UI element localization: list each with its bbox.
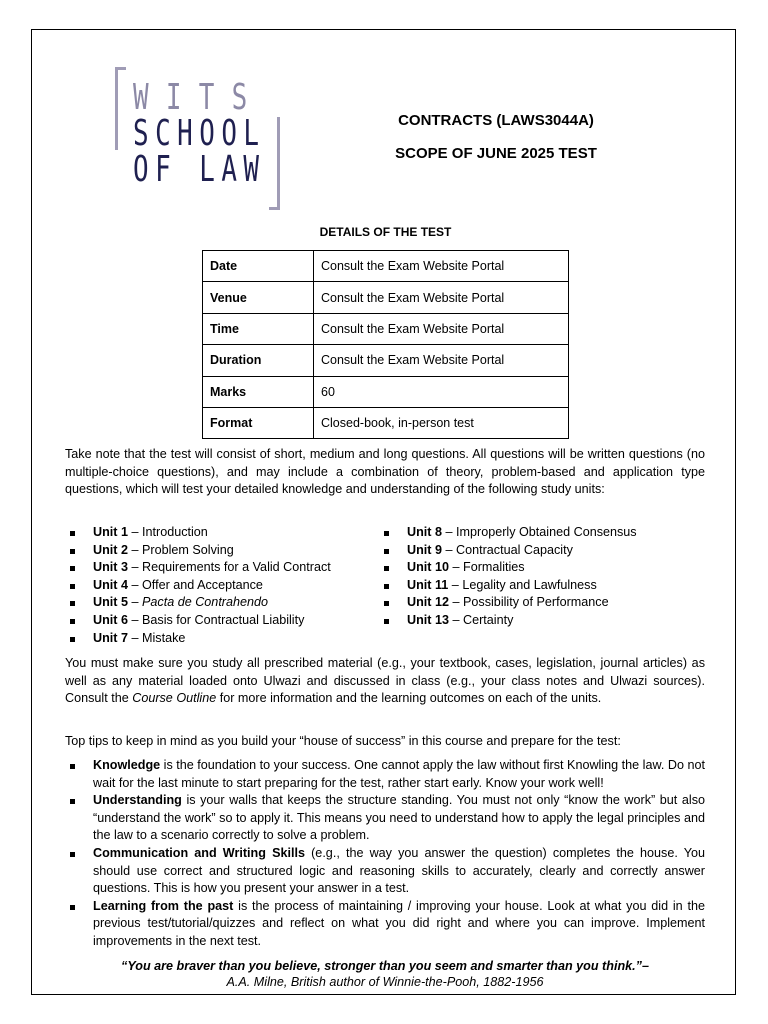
bullet-icon bbox=[70, 566, 75, 571]
list-item: Unit 6 – Basis for Contractual Liability bbox=[70, 612, 370, 630]
list-item: Unit 12 – Possibility of Performance bbox=[384, 594, 704, 612]
detail-value: 60 bbox=[314, 376, 569, 407]
unit-title: Certainty bbox=[463, 612, 514, 627]
table-row bbox=[203, 376, 569, 407]
units-list-left bbox=[70, 524, 370, 647]
list-item: Unit 1 – Introduction bbox=[70, 524, 370, 542]
detail-value: Consult the Exam Website Portal bbox=[314, 282, 569, 313]
list-item: Unit 2 – Problem Solving bbox=[70, 542, 370, 560]
unit-number: Unit 9 bbox=[407, 542, 442, 557]
list-item bbox=[70, 757, 705, 792]
course-title: CONTRACTS (LAWS3044A) bbox=[398, 112, 594, 129]
bullet-icon bbox=[70, 584, 75, 589]
study-text-after: for more information and the learning outcomes on each of the units. bbox=[216, 691, 602, 706]
bullet-icon bbox=[70, 601, 75, 606]
list-item: Unit 4 – Offer and Acceptance bbox=[70, 577, 370, 595]
list-item bbox=[70, 792, 705, 845]
list-item bbox=[70, 845, 705, 898]
tip-text: is your walls that keeps the structure standing. You must not only “know the work” but also “understand the work” so to apply it. This means you need to understand how to apply the legal principles and the law to a scenario correctly to solve a problem. bbox=[93, 793, 705, 843]
unit-number: Unit 5 bbox=[93, 595, 128, 610]
detail-value: Closed-book, in-person test bbox=[314, 407, 569, 438]
course-outline-ref: Course Outline bbox=[132, 691, 217, 706]
bullet-icon bbox=[384, 531, 389, 536]
unit-title: Formalities bbox=[463, 560, 525, 575]
table-row bbox=[203, 313, 569, 344]
tip-lead: Learning from the past bbox=[93, 898, 234, 913]
study-paragraph bbox=[65, 655, 705, 708]
bullet-icon bbox=[384, 549, 389, 554]
tip-lead: Knowledge bbox=[93, 758, 161, 772]
detail-value: Consult the Exam Website Portal bbox=[314, 345, 569, 376]
bullet-icon bbox=[70, 764, 75, 769]
unit-title: Requirements for a Valid Contract bbox=[142, 560, 331, 575]
unit-title: Legality and Lawfulness bbox=[462, 577, 597, 592]
unit-title: Basis for Contractual Liability bbox=[142, 612, 305, 627]
bullet-icon bbox=[70, 549, 75, 554]
bullet-icon bbox=[70, 637, 75, 642]
tip-text: is the foundation to your success. One cannot apply the law without first Knowling the law. Do not wait for the last minute to start preparing for the test, rather start early. Know your work well! bbox=[93, 758, 705, 790]
quote-author: A.A. Milne, British author of Winnie-the-Pooh, 1882-1956 bbox=[226, 975, 544, 989]
list-item: Unit 3 – Requirements for a Valid Contract bbox=[70, 559, 370, 577]
details-heading: DETAILS OF THE TEST bbox=[319, 225, 452, 239]
list-item: Unit 7 – Mistake bbox=[70, 630, 370, 648]
tip-text: (e.g., the way you answer the question) completes the house. You should use correct and structured logic and reasoning skills to accurately, clearly and correctly answer questions. This is how you present your answer in a test. bbox=[93, 845, 705, 896]
unit-number: Unit 2 bbox=[93, 542, 128, 557]
table-row bbox=[203, 345, 569, 376]
unit-title: Introduction bbox=[142, 525, 208, 539]
bullet-icon bbox=[70, 531, 75, 536]
tip-lead: Communication and Writing Skills bbox=[93, 845, 305, 860]
logo-line-2: SCHOOL bbox=[133, 113, 266, 154]
bullet-icon bbox=[70, 619, 75, 624]
unit-number: Unit 12 bbox=[407, 595, 449, 610]
detail-key: Format bbox=[203, 407, 314, 438]
unit-number: Unit 4 bbox=[93, 577, 128, 592]
detail-value: Consult the Exam Website Portal bbox=[314, 313, 569, 344]
intro-paragraph: Take note that the test will consist of short, medium and long questions. All questions will be written questions (no multiple-choice questions), and may include a combination of theory, problem-based and application type questions, which will test your detailed knowledge and understanding of the following study units: bbox=[65, 447, 705, 497]
detail-key: Date bbox=[203, 251, 314, 282]
logo-line-3: OF LAW bbox=[133, 149, 266, 190]
test-details-table bbox=[202, 250, 569, 439]
table-row bbox=[203, 407, 569, 438]
unit-number: Unit 10 bbox=[407, 560, 449, 575]
unit-title: Contractual Capacity bbox=[456, 542, 573, 557]
units-list-right bbox=[384, 524, 704, 630]
list-item: Unit 13 – Certainty bbox=[384, 612, 704, 630]
tip-text: is the process of maintaining / improving your house. Look at what you did in the previous test/tutorial/quizzes and reflect on what you did right and where you can improve. Implement improvements in the next test. bbox=[93, 898, 705, 948]
unit-number: Unit 13 bbox=[407, 612, 449, 627]
list-item bbox=[70, 898, 705, 951]
table-row bbox=[203, 282, 569, 313]
bullet-icon bbox=[384, 566, 389, 571]
wits-school-of-law-logo bbox=[115, 67, 280, 210]
tips-intro: Top tips to keep in mind as you build your “house of success” in this course and prepare for the test: bbox=[65, 734, 621, 748]
list-item: Unit 11 – Legality and Lawfulness bbox=[384, 577, 704, 595]
list-item: Unit 8 – Improperly Obtained Consensus bbox=[384, 524, 704, 542]
logo-bracket-bottom-right bbox=[269, 117, 280, 210]
study-text-before: You must make sure you study all prescribed material (e.g., your textbook, cases, legislation, journal articles) as well as any material loaded onto Ulwazi and discussed in class (e.g., your class notes and Ulwazi sources). Consult the bbox=[65, 656, 705, 706]
scope-title: SCOPE OF JUNE 2025 TEST bbox=[395, 145, 597, 162]
tips-list bbox=[70, 757, 705, 951]
unit-number: Unit 8 bbox=[407, 525, 442, 539]
unit-title: Pacta de Contrahendo bbox=[142, 595, 269, 610]
unit-number: Unit 1 bbox=[93, 525, 128, 539]
unit-number: Unit 6 bbox=[93, 612, 128, 627]
detail-key: Venue bbox=[203, 282, 314, 313]
bullet-icon bbox=[70, 852, 75, 857]
unit-title: Mistake bbox=[142, 630, 186, 645]
bullet-icon bbox=[384, 584, 389, 589]
unit-number: Unit 3 bbox=[93, 560, 128, 575]
unit-number: Unit 11 bbox=[407, 577, 449, 592]
detail-key: Marks bbox=[203, 376, 314, 407]
list-item: Unit 5 – Pacta de Contrahendo bbox=[70, 594, 370, 612]
bullet-icon bbox=[70, 905, 75, 910]
detail-value: Consult the Exam Website Portal bbox=[314, 251, 569, 282]
bullet-icon bbox=[70, 799, 75, 804]
detail-key: Duration bbox=[203, 345, 314, 376]
tip-lead: Understanding bbox=[93, 793, 182, 808]
logo-line-1: WITS bbox=[133, 77, 265, 118]
list-item: Unit 9 – Contractual Capacity bbox=[384, 542, 704, 560]
table-row bbox=[203, 251, 569, 282]
closing-quote bbox=[65, 958, 705, 990]
bullet-icon bbox=[384, 619, 389, 624]
unit-title: Problem Solving bbox=[142, 542, 234, 557]
quote-text: “You are braver than you believe, stronger than you seem and smarter than you think.”– bbox=[121, 959, 649, 973]
unit-title: Offer and Acceptance bbox=[142, 577, 263, 592]
bullet-icon bbox=[384, 601, 389, 606]
unit-title: Improperly Obtained Consensus bbox=[456, 525, 637, 539]
unit-number: Unit 7 bbox=[93, 630, 128, 645]
detail-key: Time bbox=[203, 313, 314, 344]
unit-title: Possibility of Performance bbox=[463, 595, 609, 610]
list-item: Unit 10 – Formalities bbox=[384, 559, 704, 577]
logo-bracket-top-left bbox=[115, 67, 126, 150]
